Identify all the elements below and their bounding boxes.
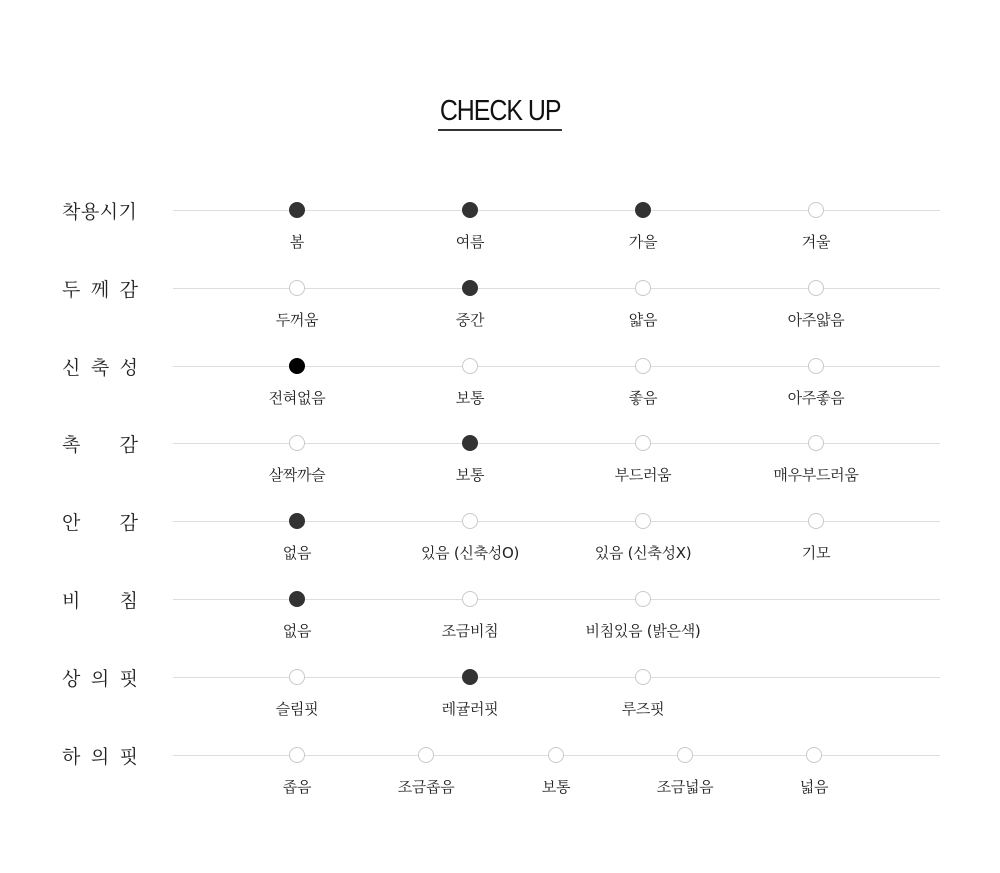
radio-dot[interactable] — [548, 747, 564, 763]
row-label-text: 비 — [62, 589, 81, 612]
option-label: 두꺼움 — [275, 311, 319, 329]
radio-dot-selected[interactable] — [289, 591, 305, 607]
option-label: 중간 — [455, 311, 485, 329]
radio-dot-selected[interactable] — [462, 280, 478, 296]
row-label-text: 감 — [119, 511, 138, 534]
row-label — [62, 665, 138, 689]
row-label — [62, 276, 138, 300]
radio-dot[interactable] — [808, 358, 824, 374]
checkup-row — [0, 200, 1000, 280]
row-label-text: 의 — [90, 745, 110, 768]
radio-dot[interactable] — [289, 435, 305, 451]
radio-dot-selected[interactable] — [635, 202, 651, 218]
radio-dot-selected[interactable] — [462, 669, 478, 685]
checkup-title-text: CHECK UP — [438, 94, 562, 131]
row-label — [62, 354, 138, 378]
option-label: 슬림핏 — [275, 700, 319, 718]
row-label-text: 촉 — [62, 433, 81, 456]
row-label-text: 하 — [62, 745, 81, 768]
row-label — [62, 198, 138, 222]
option-label: 조금비침 — [441, 622, 499, 640]
option-label: 기모 — [801, 544, 831, 562]
radio-dot[interactable] — [635, 669, 651, 685]
option-label: 매우부드러움 — [773, 466, 859, 484]
radio-dot[interactable] — [808, 280, 824, 296]
option-label: 여름 — [455, 233, 485, 251]
radio-dot[interactable] — [289, 280, 305, 296]
option-label: 레귤러핏 — [441, 700, 499, 718]
option-label: 보통 — [455, 466, 485, 484]
option-label: 비침있음 (밝은색) — [585, 622, 701, 640]
row-label-text: 성 — [119, 356, 138, 379]
radio-dot[interactable] — [289, 747, 305, 763]
checkup-row — [0, 667, 1000, 747]
radio-dot-selected[interactable] — [462, 202, 478, 218]
option-label: 조금좁음 — [397, 778, 455, 796]
option-label: 봄 — [289, 233, 305, 251]
checkup-row — [0, 433, 1000, 513]
row-label-text: 침 — [119, 589, 138, 612]
row-label — [62, 587, 138, 611]
option-label: 전혀없음 — [268, 389, 326, 407]
radio-dot-selected[interactable] — [289, 358, 305, 374]
row-label-text: 의 — [90, 667, 110, 690]
row-label-text: 축 — [90, 356, 110, 379]
radio-dot[interactable] — [418, 747, 434, 763]
row-label-text: 께 — [90, 278, 110, 301]
row-label-text: 핏 — [119, 745, 138, 768]
option-label: 넓음 — [799, 778, 829, 796]
row-label-text: 상 — [62, 667, 81, 690]
row-label-text: 감 — [119, 278, 138, 301]
option-label: 루즈핏 — [621, 700, 665, 718]
radio-dot[interactable] — [808, 202, 824, 218]
option-label: 조금넓음 — [656, 778, 714, 796]
radio-dot[interactable] — [635, 435, 651, 451]
option-label: 보통 — [541, 778, 571, 796]
row-label-text: 안 — [62, 511, 81, 534]
radio-dot[interactable] — [635, 280, 651, 296]
row-label-text: 착용시기 — [62, 200, 138, 223]
radio-dot[interactable] — [808, 513, 824, 529]
checkup-row — [0, 589, 1000, 669]
option-label: 좋음 — [628, 389, 658, 407]
option-label: 보통 — [455, 389, 485, 407]
row-label-text: 감 — [119, 433, 138, 456]
option-label: 있음 (신축성X) — [594, 544, 692, 562]
row-label-text: 두 — [62, 278, 81, 301]
radio-dot[interactable] — [808, 435, 824, 451]
radio-dot[interactable] — [677, 747, 693, 763]
radio-dot[interactable] — [806, 747, 822, 763]
option-label: 부드러움 — [614, 466, 672, 484]
radio-dot-selected[interactable] — [289, 202, 305, 218]
row-label-text: 핏 — [119, 667, 138, 690]
radio-dot[interactable] — [635, 591, 651, 607]
row-label — [62, 743, 138, 767]
radio-dot-selected[interactable] — [289, 513, 305, 529]
radio-dot[interactable] — [462, 513, 478, 529]
checkup-row — [0, 278, 1000, 358]
row-label — [62, 509, 138, 533]
radio-dot-selected[interactable] — [462, 435, 478, 451]
radio-dot[interactable] — [635, 358, 651, 374]
option-label: 가을 — [628, 233, 658, 251]
checkup-row — [0, 745, 1000, 825]
option-label: 얇음 — [628, 311, 658, 329]
checkup-title — [0, 94, 1000, 131]
option-label: 좁음 — [282, 778, 312, 796]
option-label: 있음 (신축성O) — [420, 544, 520, 562]
radio-dot[interactable] — [289, 669, 305, 685]
option-label: 없음 — [282, 544, 312, 562]
row-label-text: 신 — [62, 356, 81, 379]
row-label — [62, 431, 138, 455]
radio-dot[interactable] — [635, 513, 651, 529]
option-label: 아주좋음 — [787, 389, 845, 407]
option-label: 살짝까슬 — [268, 466, 326, 484]
checkup-row — [0, 356, 1000, 436]
option-label: 없음 — [282, 622, 312, 640]
option-label: 아주얇음 — [787, 311, 845, 329]
radio-dot[interactable] — [462, 591, 478, 607]
radio-dot[interactable] — [462, 358, 478, 374]
option-label: 겨울 — [801, 233, 831, 251]
checkup-row — [0, 511, 1000, 591]
